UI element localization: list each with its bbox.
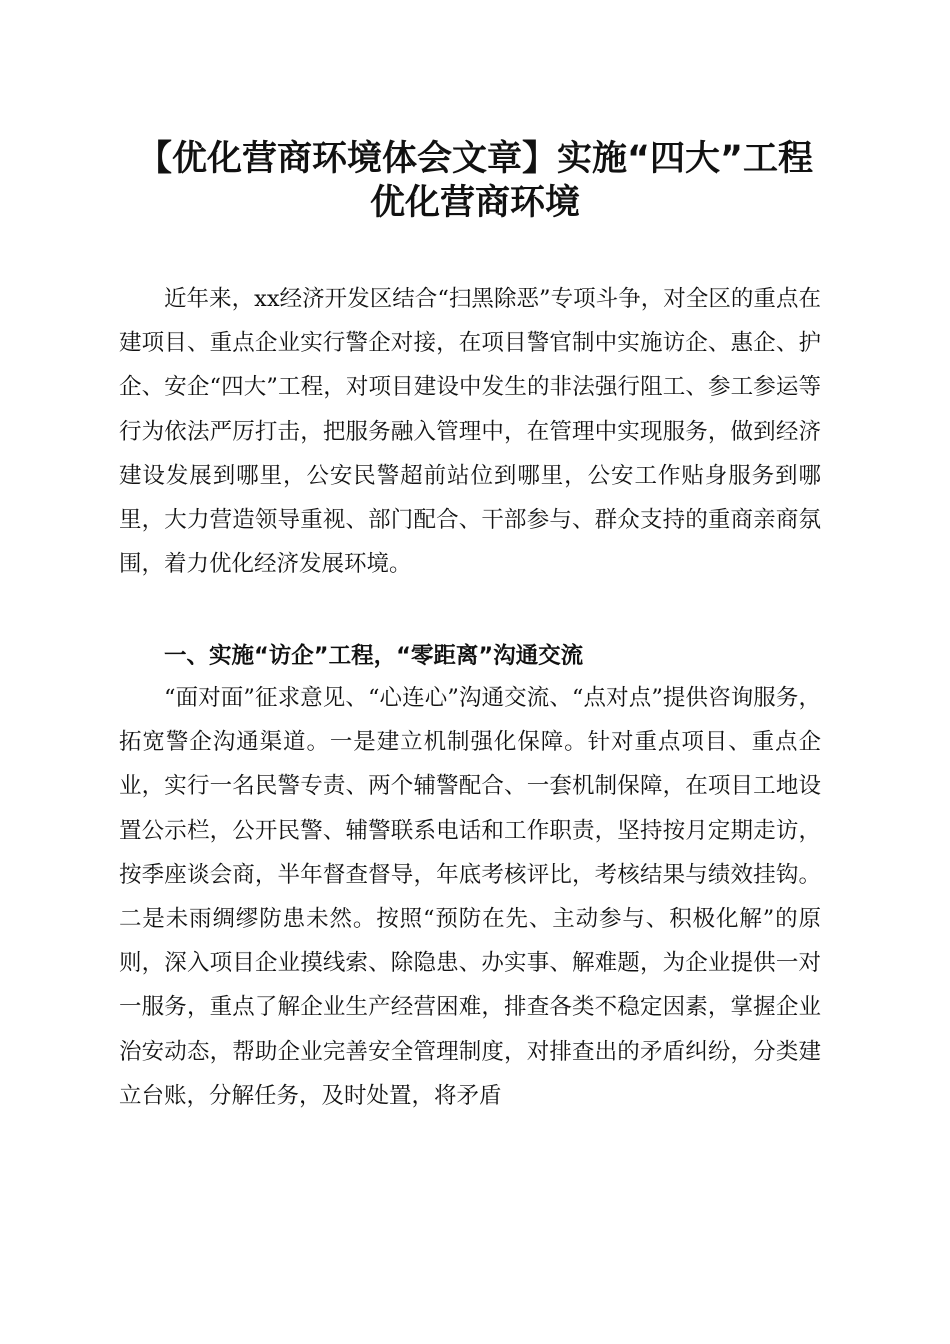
document-title-line-2: 优化营商环境	[369, 183, 580, 223]
intro-paragraph: 近年来，xx经济开发区结合“扫黑除恶”专项斗争，对全区的重点在建项目、重点企业实行警企对接，在项目警官制中实施访企、惠企、护企、安企“四大”工程，对项目建设中发生的非法强行阻工、参工参运等行为依法严厉打击，把服务融入管理中，在管理中实现服务，做到经济建设发展到哪里，公安民警超前站位到哪里，公安工作贴身服务到哪里，大力营造领导重视、部门配合、干部参与、群众支持的重商亲商氛围，着力优化经济发展环境。	[119, 286, 821, 578]
section-heading-1: 一、实施“访企”工程，“零距离”沟通交流	[164, 643, 584, 669]
document-title-line-1: 【优化营商环境体会文章】实施“四大”工程	[136, 139, 813, 179]
section-1-paragraph: “面对面”征求意见、“心连心”沟通交流、“点对点”提供咨询服务，拓宽警企沟通渠道。一是建立机制强化保障。针对重点项目、重点企业，实行一名民警专责、两个辅警配合、一套机制保障，在项目工地设置公示栏，公开民警、辅警联系电话和工作职责，坚持按月定期走访，按季座谈会商，半年督查督导，年底考核评比，考核结果与绩效挂钩。二是未雨绸缪防患未然。按照“预防在先、主动参与、积极化解”的原则，深入项目企业摸线索、除隐患、办实事、解难题，为企业提供一对一服务，重点了解企业生产经营困难，排查各类不稳定因素，掌握企业治安动态，帮助企业完善安全管理制度，对排查出的矛盾纠纷，分类建立台账，分解任务，及时处置，将矛盾	[119, 685, 821, 1109]
